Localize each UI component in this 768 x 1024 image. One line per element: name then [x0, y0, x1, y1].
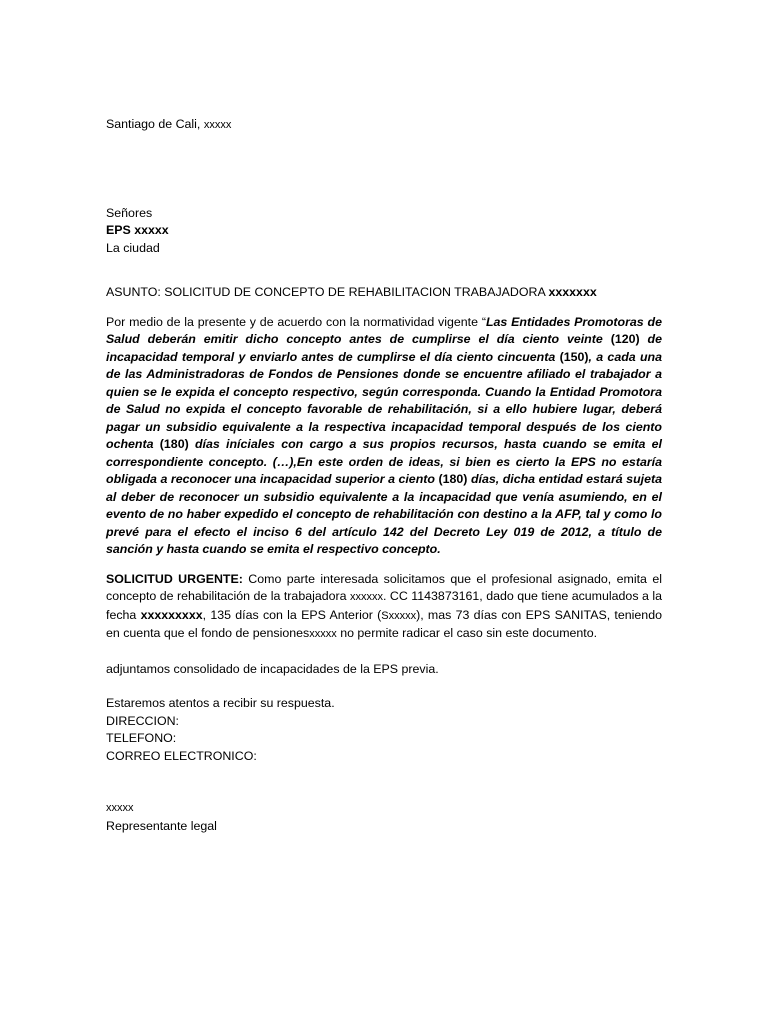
recipient-entity: EPS xxxxx: [106, 223, 169, 237]
urgent-paragraph: SOLICITUD URGENTE: Como parte interesada solicitamos que el profesional asignado, emita el concepto de rehabilitación de la trabajadora xxxxxx. CC 1143873161, dado que tiene acumulados a la fecha xxxxxxxxx, 135 días con la EPS Anterior (Sxxxxx), mas 73 días con EPS SANITAS, teniendo en cuenta que el fondo de pensionesxxxxx no permite radicar el caso sin este documento.: [106, 571, 662, 640]
email-label: CORREO ELECTRONICO:: [106, 748, 257, 763]
body-paragraph: Por medio de la presente y de acuerdo con la normatividad vigente “Las Entidades Promotoras de Salud deberán emitir dicho concepto antes de cumplirse el día ciento veinte (120) de incapacidad temporal y enviarlo antes de cumplirse el día ciento cincuenta (150), a cada una de las Administradoras de Fondos de Pensiones donde se encuentre afiliado el trabajador a quien se le expida el concepto respectivo, según corresponda. Cuando la Entidad Promotora de Salud no expida el concepto favorable de rehabilitación, si a ello hubiere lugar, deberá pagar un subsidio equivalente a la respectiva incapacidad temporal después de los ciento ochenta (180) días iníciales con cargo a sus propios recursos, hasta cuando se emita el correspondiente concepto. (…),En este orden de ideas, si bien es cierto la EPS no estaría obligada a reconocer una incapacidad superior a ciento (180) días, dicha entidad estará sujeta al deber de reconocer un subsidio equivalente a la incapacidad que venía asumiendo, en el evento de no haber expedido el concepto de rehabilitación con destino a la AFP, tal y como lo prevé para el efecto el inciso 6 del artículo 142 del Decreto Ley 019 de 2012, a título de sanción y hasta cuando se emita el respectivo concepto.: [106, 314, 663, 556]
phone-label: TELEFONO:: [106, 731, 177, 745]
recipient-city: La ciudad: [106, 240, 160, 255]
place-date: [106, 116, 662, 135]
letter: [106, 116, 662, 835]
attachment-note: adjuntamos consolidado de incapacidades de la EPS previa.: [106, 661, 439, 676]
address-label: DIRECCION:: [106, 713, 179, 728]
subject-line: ASUNTO: SOLICITUD DE CONCEPTO DE REHABILITACION TRABAJADORA xxxxxxx: [106, 285, 597, 299]
recipient-greeting: Señores: [106, 205, 153, 220]
subject-name: xxxxxxx: [548, 285, 597, 299]
city: Santiago de Cali,: [106, 117, 201, 131]
signature-name: xxxxx: [106, 802, 134, 814]
signature-role: Representante legal: [106, 818, 217, 833]
urgent-label: SOLICITUD URGENTE:: [106, 571, 243, 586]
closing-line: Estaremos atentos a recibir su respuesta.: [106, 696, 335, 710]
date: xxxxx: [203, 119, 232, 131]
